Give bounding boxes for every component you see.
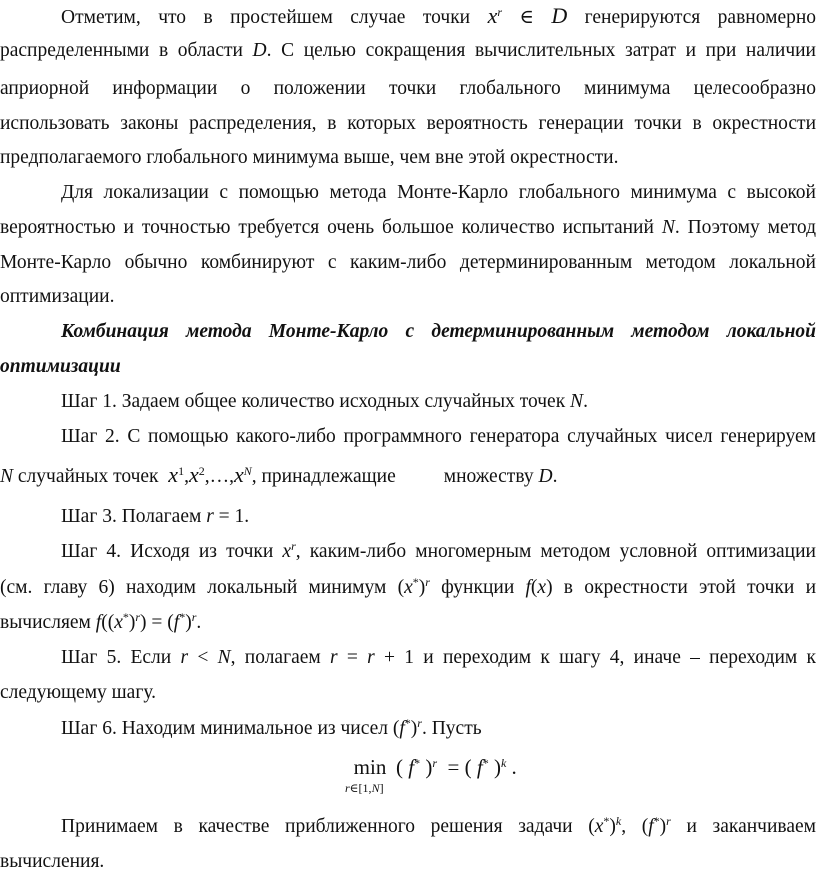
final-line2: вычисления. [0, 851, 105, 872]
step2-line1: Шаг 2. С помощью какого-либо программного генератора случайных чисел генерируем [61, 426, 816, 447]
step3: Шаг 3. Полагаем r = 1. [61, 506, 250, 527]
para1-line1 [0, 3, 816, 29]
math-x-in-D: $x^r$ ∈ D [487, 3, 568, 28]
step5-line1: Шаг 5. Если r < N, полагаем r = r + 1 и переходим к шагу 4, иначе – переходим к [61, 647, 816, 668]
para2-line4: оптимизации. [0, 286, 115, 307]
para1-line3: априорной информации о положении точки глобального минимума целесообразно [0, 78, 816, 99]
para1-line5: предполагаемого глобального минимума выше, чем вне этой окрестности. [0, 147, 619, 168]
para1-line1-text: Отметим, что в простейшем случае точки [61, 7, 471, 28]
section-heading-line1: Комбинация метода Монте-Карло с детерминированным методом локальной [61, 321, 816, 342]
step4-line2: (см. главу 6) находим локальный минимум $(x^*)^r$ функции f(x) в окрестности этой точки и [0, 575, 816, 598]
formula-body: ( f* )$^r$ = ( f* )$^k$ . [396, 755, 517, 779]
para1-line4: использовать законы распределения, в которых вероятность генерации точки в окрестности [0, 113, 816, 134]
step4-line3: вычисляем $f((x^*)^r) = (f^*)^r$. [0, 610, 202, 633]
min-operator: min [353, 755, 387, 779]
para1-line1-text-end: генерируются равномерно [584, 7, 816, 28]
math-points-sequence: $x^1,x^2,\dots,x^N$ [168, 462, 252, 487]
step4-line1: Шаг 4. Исходя из точки $x^r$, каким-либо многомерным методом условной оптимизации [61, 539, 816, 562]
para2-line2: вероятностью и точностью требуется очень большое количество испытаний N. Поэтому метод [0, 217, 816, 238]
step6: Шаг 6. Находим минимальное из чисел $(f^*)^r$. Пусть [61, 716, 482, 739]
step1: Шаг 1. Задаем общее количество исходных случайных точек N. [61, 391, 588, 412]
para2-line3: Монте-Карло обычно комбинируют с каким-либо детерминированным методом локальной [0, 252, 816, 273]
section-heading-line2: оптимизации [0, 356, 121, 377]
min-subscript: r∈[1,N] [345, 781, 384, 795]
para1-line2: распределенными в области D. С целью сокращения вычислительных затрат и при наличии [0, 40, 816, 61]
para2-line1: Для локализации с помощью метода Монте-Карло глобального минимума с высокой [61, 182, 816, 203]
step2-line2: N случайных точек $x^1,x^2,\dots,x^N$, принадлежащие множеству D. [0, 462, 558, 487]
final-line1: Принимаем в качестве приближенного решения задачи $(x^*)^k$, $(f^*)^r$ и заканчиваем [61, 814, 816, 837]
step5-line2: следующему шагу. [0, 682, 156, 703]
